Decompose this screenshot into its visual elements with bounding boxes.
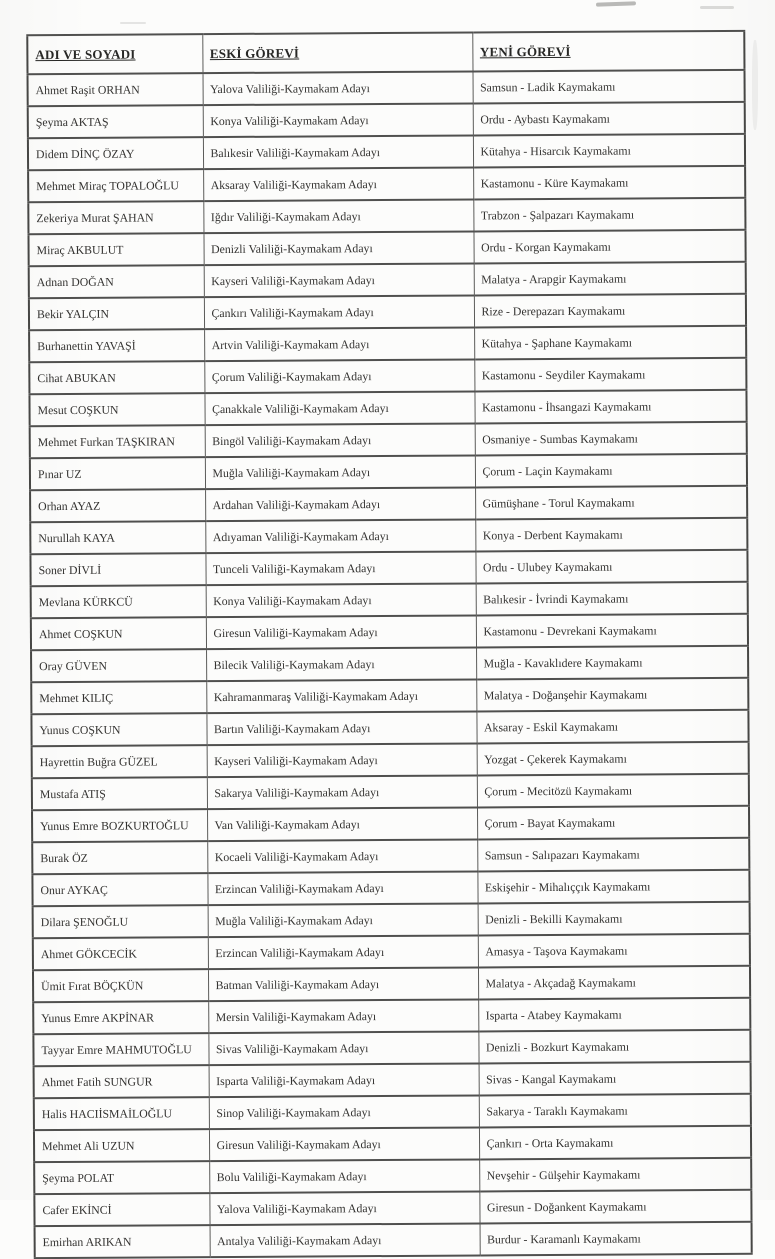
name-cell: Mustafa ATIŞ bbox=[32, 777, 207, 810]
old-role-cell: Çanakkale Valiliği-Kaymakam Adayı bbox=[204, 391, 474, 425]
table-row bbox=[32, 806, 749, 842]
old-role-cell: Bolu Valiliği-Kaymakam Adayı bbox=[209, 1159, 479, 1193]
new-role-cell: Balıkesir - İvrindi Kaymakamı bbox=[476, 582, 748, 616]
name-cell: Ümit Fırat BÖÇKÜN bbox=[33, 969, 208, 1002]
table-row bbox=[31, 710, 748, 746]
old-role-cell: Sivas Valiliği-Kaymakam Adayı bbox=[208, 1031, 478, 1065]
old-role-cell: Sinop Valiliği-Kaymakam Adayı bbox=[209, 1095, 479, 1129]
old-role-cell: Isparta Valiliği-Kaymakam Adayı bbox=[209, 1063, 479, 1097]
new-role-cell: Çankırı - Orta Kaymakamı bbox=[479, 1126, 751, 1160]
old-role-cell: Giresun Valiliği-Kaymakam Adayı bbox=[209, 1127, 479, 1161]
new-role-cell: Kütahya - Şaphane Kaymakamı bbox=[474, 326, 746, 360]
name-cell: Cafer EKİNCİ bbox=[34, 1193, 209, 1226]
name-cell: Emirhan ARIKAN bbox=[35, 1225, 210, 1258]
new-role-cell: Samsun - Salıpazarı Kaymakamı bbox=[477, 838, 749, 872]
new-role-cell: Isparta - Atabey Kaymakamı bbox=[478, 998, 750, 1032]
table-row bbox=[33, 902, 750, 938]
name-cell: Ahmet Fatih SUNGUR bbox=[34, 1065, 209, 1098]
name-cell: Şeyma AKTAŞ bbox=[28, 105, 203, 138]
new-role-cell: Amasya - Taşova Kaymakamı bbox=[478, 934, 750, 968]
table-row bbox=[30, 422, 747, 458]
new-role-cell: Çorum - Laçin Kaymakamı bbox=[475, 454, 747, 488]
new-role-cell: Rize - Derepazarı Kaymakamı bbox=[474, 294, 746, 328]
appointments-table bbox=[26, 30, 752, 1259]
old-role-cell: Aksaray Valiliği-Kaymakam Adayı bbox=[203, 167, 473, 201]
old-role-cell: Antalya Valiliği-Kaymakam Adayı bbox=[210, 1223, 480, 1257]
name-cell: Mevlana KÜRKCÜ bbox=[31, 585, 206, 618]
table-row bbox=[29, 262, 746, 298]
table-row bbox=[31, 646, 748, 682]
new-role-cell: Eskişehir - Mihalıççık Kaymakamı bbox=[477, 870, 749, 904]
name-cell: Bekir YALÇIN bbox=[29, 297, 204, 330]
name-cell: Orhan AYAZ bbox=[30, 489, 205, 522]
new-role-cell: Osmaniye - Sumbas Kaymakamı bbox=[475, 422, 747, 456]
name-cell: Halis HACIİSMAİLOĞLU bbox=[34, 1097, 209, 1130]
old-role-cell: Kayseri Valiliği-Kaymakam Adayı bbox=[207, 743, 477, 777]
name-cell: Pınar UZ bbox=[30, 457, 205, 490]
old-role-cell: Sakarya Valiliği-Kaymakam Adayı bbox=[207, 775, 477, 809]
scan-artifact bbox=[752, 40, 758, 130]
name-cell: Ahmet Raşit ORHAN bbox=[28, 73, 203, 106]
new-role-cell: Kütahya - Hisarcık Kaymakamı bbox=[473, 134, 745, 168]
name-cell: Nurullah KAYA bbox=[30, 521, 205, 554]
name-cell: Yunus Emre BOZKURTOĞLU bbox=[32, 809, 207, 842]
new-role-cell: Denizli - Bekilli Kaymakamı bbox=[478, 902, 750, 936]
table-row bbox=[28, 102, 745, 138]
scan-artifact bbox=[596, 1, 636, 6]
old-role-cell: Balıkesir Valiliği-Kaymakam Adayı bbox=[203, 135, 473, 169]
old-role-cell: Muğla Valiliği-Kaymakam Adayı bbox=[205, 455, 475, 489]
new-role-cell: Kastamonu - Seydiler Kaymakamı bbox=[474, 358, 746, 392]
table-row bbox=[31, 678, 748, 714]
new-role-cell: Ordu - Korgan Kaymakamı bbox=[473, 230, 745, 264]
table-row bbox=[28, 134, 745, 170]
table-row bbox=[32, 838, 749, 874]
old-role-cell: Bartın Valiliği-Kaymakam Adayı bbox=[206, 711, 476, 745]
new-role-cell: Sivas - Kangal Kaymakamı bbox=[479, 1062, 751, 1096]
new-role-cell: Ordu - Ulubey Kaymakamı bbox=[475, 550, 747, 584]
table-header-row bbox=[27, 31, 744, 74]
old-role-cell: Erzincan Valiliği-Kaymakam Adayı bbox=[207, 871, 477, 905]
new-role-cell: Malatya - Akçadağ Kaymakamı bbox=[478, 966, 750, 1000]
table-row bbox=[28, 230, 745, 266]
old-role-cell: Ardahan Valiliği-Kaymakam Adayı bbox=[205, 487, 475, 521]
old-role-cell: Muğla Valiliği-Kaymakam Adayı bbox=[208, 903, 478, 937]
old-role-cell: Konya Valiliği-Kaymakam Adayı bbox=[206, 583, 476, 617]
table-row bbox=[29, 326, 746, 362]
scan-artifact bbox=[700, 6, 734, 9]
old-role-cell: Van Valiliği-Kaymakam Adayı bbox=[207, 807, 477, 841]
old-role-cell: Yalova Valiliği-Kaymakam Adayı bbox=[209, 1191, 479, 1225]
new-role-cell: Sakarya - Taraklı Kaymakamı bbox=[479, 1094, 751, 1128]
name-cell: Mesut COŞKUN bbox=[29, 393, 204, 426]
new-role-cell: Denizli - Bozkurt Kaymakamı bbox=[478, 1030, 750, 1064]
name-cell: Cihat ABUKAN bbox=[29, 361, 204, 394]
name-cell: Miraç AKBULUT bbox=[28, 233, 203, 266]
name-cell: Dilara ŞENOĞLU bbox=[33, 905, 208, 938]
name-cell: Burak ÖZ bbox=[32, 841, 207, 874]
name-cell: Mehmet KILIÇ bbox=[31, 681, 206, 714]
new-role-cell: Giresun - Doğankent Kaymakamı bbox=[479, 1190, 751, 1224]
table-row bbox=[28, 166, 745, 202]
table-row bbox=[34, 1094, 751, 1130]
table-row bbox=[34, 1126, 751, 1162]
old-role-cell: Kayseri Valiliği-Kaymakam Adayı bbox=[204, 263, 474, 297]
table-body bbox=[28, 70, 752, 1258]
old-role-cell: Çorum Valiliği-Kaymakam Adayı bbox=[204, 359, 474, 393]
old-role-cell: Bilecik Valiliği-Kaymakam Adayı bbox=[206, 647, 476, 681]
new-role-cell: Trabzon - Şalpazarı Kaymakamı bbox=[473, 198, 745, 232]
table-row bbox=[34, 1158, 751, 1194]
name-cell: Oray GÜVEN bbox=[31, 649, 206, 682]
name-cell: Tayyar Emre MAHMUTOĞLU bbox=[33, 1033, 208, 1066]
old-role-cell: Konya Valiliği-Kaymakam Adayı bbox=[203, 103, 473, 137]
name-cell: Mehmet Miraç TOPALOĞLU bbox=[28, 169, 203, 202]
new-role-cell: Malatya - Arapgir Kaymakamı bbox=[474, 262, 746, 296]
new-role-cell: Çorum - Bayat Kaymakamı bbox=[477, 806, 749, 840]
table-row bbox=[33, 934, 750, 970]
old-role-cell: Adıyaman Valiliği-Kaymakam Adayı bbox=[205, 519, 475, 553]
name-cell: Adnan DOĞAN bbox=[29, 265, 204, 298]
table-row bbox=[30, 550, 747, 586]
name-cell: Ahmet GÖKCECİK bbox=[33, 937, 208, 970]
new-role-cell: Samsun - Ladik Kaymakamı bbox=[473, 70, 745, 104]
table-row bbox=[35, 1222, 752, 1258]
new-role-cell: Ordu - Aybastı Kaymakamı bbox=[473, 102, 745, 136]
name-cell: Mehmet Furkan TAŞKIRAN bbox=[30, 425, 205, 458]
new-role-cell: Kastamonu - Küre Kaymakamı bbox=[473, 166, 745, 200]
table-row bbox=[30, 518, 747, 554]
old-role-cell: Batman Valiliği-Kaymakam Adayı bbox=[208, 967, 478, 1001]
name-cell: Şeyma POLAT bbox=[34, 1161, 209, 1194]
table-row bbox=[33, 998, 750, 1034]
new-role-cell: Çorum - Mecitözü Kaymakamı bbox=[477, 774, 749, 808]
name-cell: Onur AYKAÇ bbox=[32, 873, 207, 906]
name-cell: Zekeriya Murat ŞAHAN bbox=[28, 201, 203, 234]
new-role-cell: Muğla - Kavaklıdere Kaymakamı bbox=[476, 646, 748, 680]
old-role-cell: Yalova Valiliği-Kaymakam Adayı bbox=[203, 71, 473, 105]
name-cell: Yunus Emre AKPİNAR bbox=[33, 1001, 208, 1034]
old-role-cell: Çankırı Valiliği-Kaymakam Adayı bbox=[204, 295, 474, 329]
name-cell: Burhanettin YAVAŞİ bbox=[29, 329, 204, 362]
name-cell: Soner DİVLİ bbox=[30, 553, 205, 586]
name-cell: Didem DİNÇ ÖZAY bbox=[28, 137, 203, 170]
table-row bbox=[34, 1190, 751, 1226]
name-cell: Mehmet Ali UZUN bbox=[34, 1129, 209, 1162]
new-role-cell: Yozgat - Çekerek Kaymakamı bbox=[477, 742, 749, 776]
header-new-role: YENİ GÖREVİ bbox=[472, 31, 744, 72]
new-role-cell: Kastamonu - Devrekani Kaymakamı bbox=[476, 614, 748, 648]
name-cell: Ahmet COŞKUN bbox=[31, 617, 206, 650]
table-row bbox=[28, 198, 745, 234]
table-row bbox=[32, 742, 749, 778]
old-role-cell: Artvin Valiliği-Kaymakam Adayı bbox=[204, 327, 474, 361]
old-role-cell: Denizli Valiliği-Kaymakam Adayı bbox=[203, 231, 473, 265]
new-role-cell: Malatya - Doğanşehir Kaymakamı bbox=[476, 678, 748, 712]
old-role-cell: Bingöl Valiliği-Kaymakam Adayı bbox=[205, 423, 475, 457]
old-role-cell: Kahramanmaraş Valiliği-Kaymakam Adayı bbox=[206, 679, 476, 713]
table-row bbox=[31, 582, 748, 618]
table-row bbox=[28, 70, 745, 106]
table-row bbox=[29, 358, 746, 394]
new-role-cell: Nevşehir - Gülşehir Kaymakamı bbox=[479, 1158, 751, 1192]
table-row bbox=[29, 390, 746, 426]
name-cell: Hayrettin Buğra GÜZEL bbox=[32, 745, 207, 778]
scan-artifact bbox=[120, 22, 146, 24]
name-cell: Yunus COŞKUN bbox=[31, 713, 206, 746]
table-row bbox=[34, 1062, 751, 1098]
old-role-cell: Iğdır Valiliği-Kaymakam Adayı bbox=[203, 199, 473, 233]
table-row bbox=[30, 454, 747, 490]
table-row bbox=[33, 966, 750, 1002]
new-role-cell: Konya - Derbent Kaymakamı bbox=[475, 518, 747, 552]
old-role-cell: Mersin Valiliği-Kaymakam Adayı bbox=[208, 999, 478, 1033]
table-row bbox=[30, 486, 747, 522]
new-role-cell: Burdur - Karamanlı Kaymakamı bbox=[480, 1222, 752, 1256]
table-row bbox=[32, 774, 749, 810]
old-role-cell: Erzincan Valiliği-Kaymakam Adayı bbox=[208, 935, 478, 969]
header-name: ADI VE SOYADI bbox=[27, 34, 202, 74]
table-row bbox=[29, 294, 746, 330]
table-row bbox=[32, 870, 749, 906]
new-role-cell: Gümüşhane - Torul Kaymakamı bbox=[475, 486, 747, 520]
new-role-cell: Aksaray - Eskil Kaymakamı bbox=[476, 710, 748, 744]
table-row bbox=[33, 1030, 750, 1066]
old-role-cell: Kocaeli Valiliği-Kaymakam Adayı bbox=[207, 839, 477, 873]
table-row bbox=[31, 614, 748, 650]
header-old-role: ESKİ GÖREVİ bbox=[202, 32, 472, 73]
old-role-cell: Tunceli Valiliği-Kaymakam Adayı bbox=[205, 551, 475, 585]
new-role-cell: Kastamonu - İhsangazi Kaymakamı bbox=[474, 390, 746, 424]
old-role-cell: Giresun Valiliği-Kaymakam Adayı bbox=[206, 615, 476, 649]
